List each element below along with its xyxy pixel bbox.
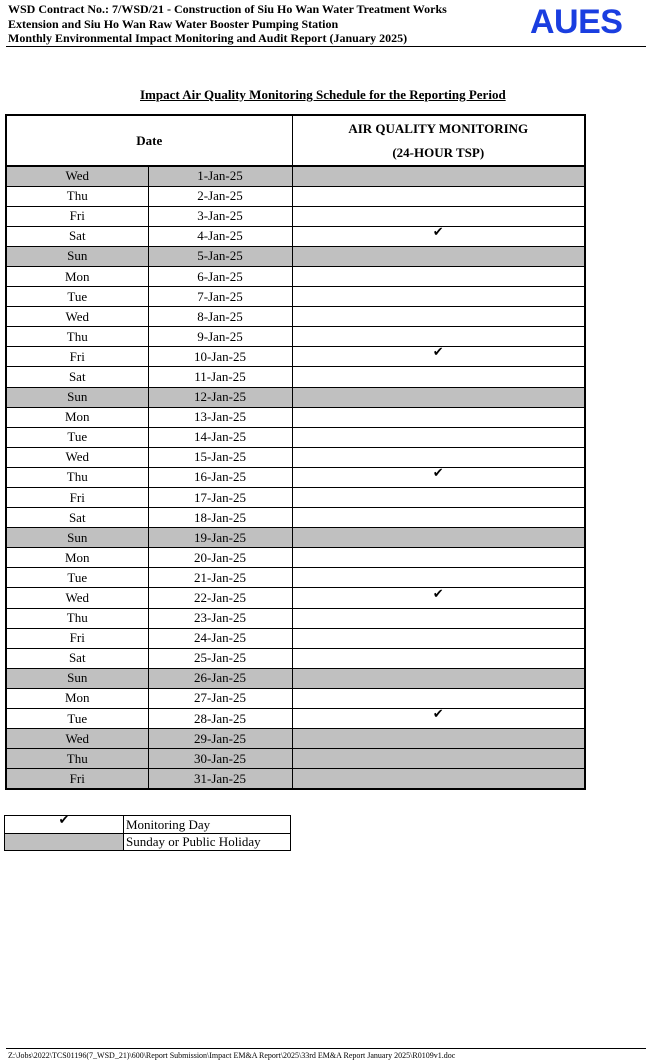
table-row (6, 588, 585, 608)
date-cell: 10-Jan-25 (148, 347, 292, 367)
day-cell: Fri (6, 628, 148, 648)
date-cell: 5-Jan-25 (148, 246, 292, 266)
monitoring-cell (292, 688, 585, 708)
day-cell: Fri (6, 488, 148, 508)
date-cell: 2-Jan-25 (148, 186, 292, 206)
table-row (6, 628, 585, 648)
monitoring-cell (292, 407, 585, 427)
table-row (6, 709, 585, 729)
date-cell: 22-Jan-25 (148, 588, 292, 608)
day-cell: Mon (6, 407, 148, 427)
table-row (6, 688, 585, 708)
monitoring-cell (292, 447, 585, 467)
monitoring-cell (292, 347, 585, 367)
table-row (6, 548, 585, 568)
monitoring-cell (292, 648, 585, 668)
schedule-body (6, 166, 585, 789)
day-cell: Sun (6, 246, 148, 266)
monitoring-cell (292, 307, 585, 327)
table-row (6, 186, 585, 206)
date-cell: 17-Jan-25 (148, 488, 292, 508)
monitoring-cell (292, 769, 585, 789)
day-cell: Wed (6, 307, 148, 327)
header-divider (6, 46, 646, 47)
date-cell: 14-Jan-25 (148, 427, 292, 447)
day-cell: Mon (6, 688, 148, 708)
table-row (6, 488, 585, 508)
table-row (6, 407, 585, 427)
table-row (6, 729, 585, 749)
date-cell: 26-Jan-25 (148, 668, 292, 688)
monitoring-cell (292, 628, 585, 648)
day-cell: Tue (6, 568, 148, 588)
date-cell: 9-Jan-25 (148, 327, 292, 347)
table-row (6, 266, 585, 286)
table-row (6, 246, 585, 266)
checkmark-icon: ✔ (432, 467, 444, 481)
footer-divider (6, 1048, 646, 1049)
table-header-row (6, 115, 585, 166)
table-row (6, 206, 585, 226)
date-cell: 7-Jan-25 (148, 287, 292, 307)
monitoring-cell (292, 608, 585, 628)
monitoring-cell (292, 246, 585, 266)
date-cell: 30-Jan-25 (148, 749, 292, 769)
header-line-report: Monthly Environmental Impact Monitoring and Audit Report (January 2025) (8, 31, 408, 46)
day-cell: Wed (6, 588, 148, 608)
day-cell: Wed (6, 166, 148, 186)
table-row (6, 467, 585, 487)
table-row (6, 287, 585, 307)
checkmark-icon: ✔ (58, 813, 70, 828)
aq-column-header (292, 115, 585, 166)
monitoring-cell (292, 568, 585, 588)
monitoring-cell (292, 749, 585, 769)
day-cell: Fri (6, 347, 148, 367)
monitoring-cell (292, 668, 585, 688)
day-cell: Fri (6, 769, 148, 789)
day-cell: Sat (6, 508, 148, 528)
table-row (6, 568, 585, 588)
table-row (6, 307, 585, 327)
day-cell: Thu (6, 186, 148, 206)
date-cell: 4-Jan-25 (148, 226, 292, 246)
table-row (6, 327, 585, 347)
table-row (6, 166, 585, 186)
table-row (6, 427, 585, 447)
checkmark-icon: ✔ (432, 226, 444, 240)
date-cell: 24-Jan-25 (148, 628, 292, 648)
date-cell: 20-Jan-25 (148, 548, 292, 568)
checkmark-icon: ✔ (432, 708, 444, 723)
table-row (6, 367, 585, 387)
date-cell: 16-Jan-25 (148, 467, 292, 487)
day-cell: Fri (6, 206, 148, 226)
day-cell: Sun (6, 528, 148, 548)
monitoring-cell (292, 186, 585, 206)
aq-header-subtitle: (24-HOUR TSP) (392, 144, 485, 160)
date-cell: 23-Jan-25 (148, 608, 292, 628)
date-cell: 11-Jan-25 (148, 367, 292, 387)
monitoring-cell (292, 206, 585, 226)
monitoring-cell (292, 287, 585, 307)
date-cell: 3-Jan-25 (148, 206, 292, 226)
legend-shade-swatch (5, 834, 124, 851)
date-cell: 6-Jan-25 (148, 266, 292, 286)
table-row (6, 508, 585, 528)
table-row (6, 387, 585, 407)
date-cell: 27-Jan-25 (148, 688, 292, 708)
table-row (6, 347, 585, 367)
day-cell: Thu (6, 327, 148, 347)
table-row (6, 749, 585, 769)
legend-row-holiday (5, 834, 291, 851)
report-header (8, 2, 528, 46)
monitoring-cell (292, 387, 585, 407)
day-cell: Sat (6, 367, 148, 387)
day-cell: Thu (6, 749, 148, 769)
legend-table (4, 815, 291, 851)
day-cell: Mon (6, 266, 148, 286)
aq-header-title: AIR QUALITY MONITORING (348, 120, 529, 136)
day-cell: Tue (6, 709, 148, 729)
day-cell: Tue (6, 427, 148, 447)
date-column-header: Date (6, 115, 292, 166)
day-cell: Tue (6, 287, 148, 307)
footer-file-path: Z:\Jobs\2022\TCS01196(7_WSD_21)\600\Report Submission\Impact EM&A Report\2025\33rd EM&A Report January 2025\R0109v1.doc (8, 1051, 456, 1060)
day-cell: Sat (6, 648, 148, 668)
date-cell: 25-Jan-25 (148, 648, 292, 668)
legend-tick-cell (5, 813, 124, 834)
day-cell: Thu (6, 608, 148, 628)
header-line-contract: WSD Contract No.: 7/WSD/21 - Construction of Siu Ho Wan Water Treatment Works (8, 2, 447, 16)
date-cell: 8-Jan-25 (148, 307, 292, 327)
header-line-project: Extension and Siu Ho Wan Raw Water Booster Pumping Station (8, 16, 339, 31)
date-cell: 31-Jan-25 (148, 769, 292, 789)
monitoring-cell (292, 548, 585, 568)
legend-row-monitoring (5, 816, 291, 834)
table-row (6, 226, 585, 246)
table-row (6, 648, 585, 668)
legend-holiday-label: Sunday or Public Holiday (124, 834, 291, 851)
date-cell: 29-Jan-25 (148, 729, 292, 749)
table-row (6, 447, 585, 467)
table-row (6, 608, 585, 628)
legend-monitoring-label: Monitoring Day (124, 816, 291, 834)
monitoring-cell (292, 226, 585, 246)
date-cell: 1-Jan-25 (148, 166, 292, 186)
monitoring-cell (292, 528, 585, 548)
monitoring-cell (292, 367, 585, 387)
date-cell: 12-Jan-25 (148, 387, 292, 407)
day-cell: Sat (6, 226, 148, 246)
table-row (6, 769, 585, 789)
monitoring-cell (292, 508, 585, 528)
monitoring-cell (292, 488, 585, 508)
day-cell: Wed (6, 729, 148, 749)
date-cell: 21-Jan-25 (148, 568, 292, 588)
day-cell: Wed (6, 447, 148, 467)
checkmark-icon: ✔ (432, 346, 444, 361)
date-cell: 18-Jan-25 (148, 508, 292, 528)
date-cell: 15-Jan-25 (148, 447, 292, 467)
monitoring-cell (292, 166, 585, 186)
day-cell: Thu (6, 467, 148, 487)
monitoring-cell (292, 467, 585, 487)
date-cell: 19-Jan-25 (148, 528, 292, 548)
monitoring-cell (292, 729, 585, 749)
monitoring-cell (292, 427, 585, 447)
table-row (6, 528, 585, 548)
date-cell: 28-Jan-25 (148, 709, 292, 729)
monitoring-cell (292, 327, 585, 347)
schedule-title: Impact Air Quality Monitoring Schedule for the Reporting Period (140, 87, 506, 102)
monitoring-schedule-table (5, 114, 586, 790)
date-cell: 13-Jan-25 (148, 407, 292, 427)
monitoring-cell (292, 588, 585, 608)
monitoring-cell (292, 266, 585, 286)
day-cell: Sun (6, 387, 148, 407)
aues-logo: AUES (530, 3, 623, 41)
table-row (6, 668, 585, 688)
checkmark-icon: ✔ (432, 587, 444, 602)
monitoring-cell (292, 709, 585, 729)
day-cell: Mon (6, 548, 148, 568)
day-cell: Sun (6, 668, 148, 688)
